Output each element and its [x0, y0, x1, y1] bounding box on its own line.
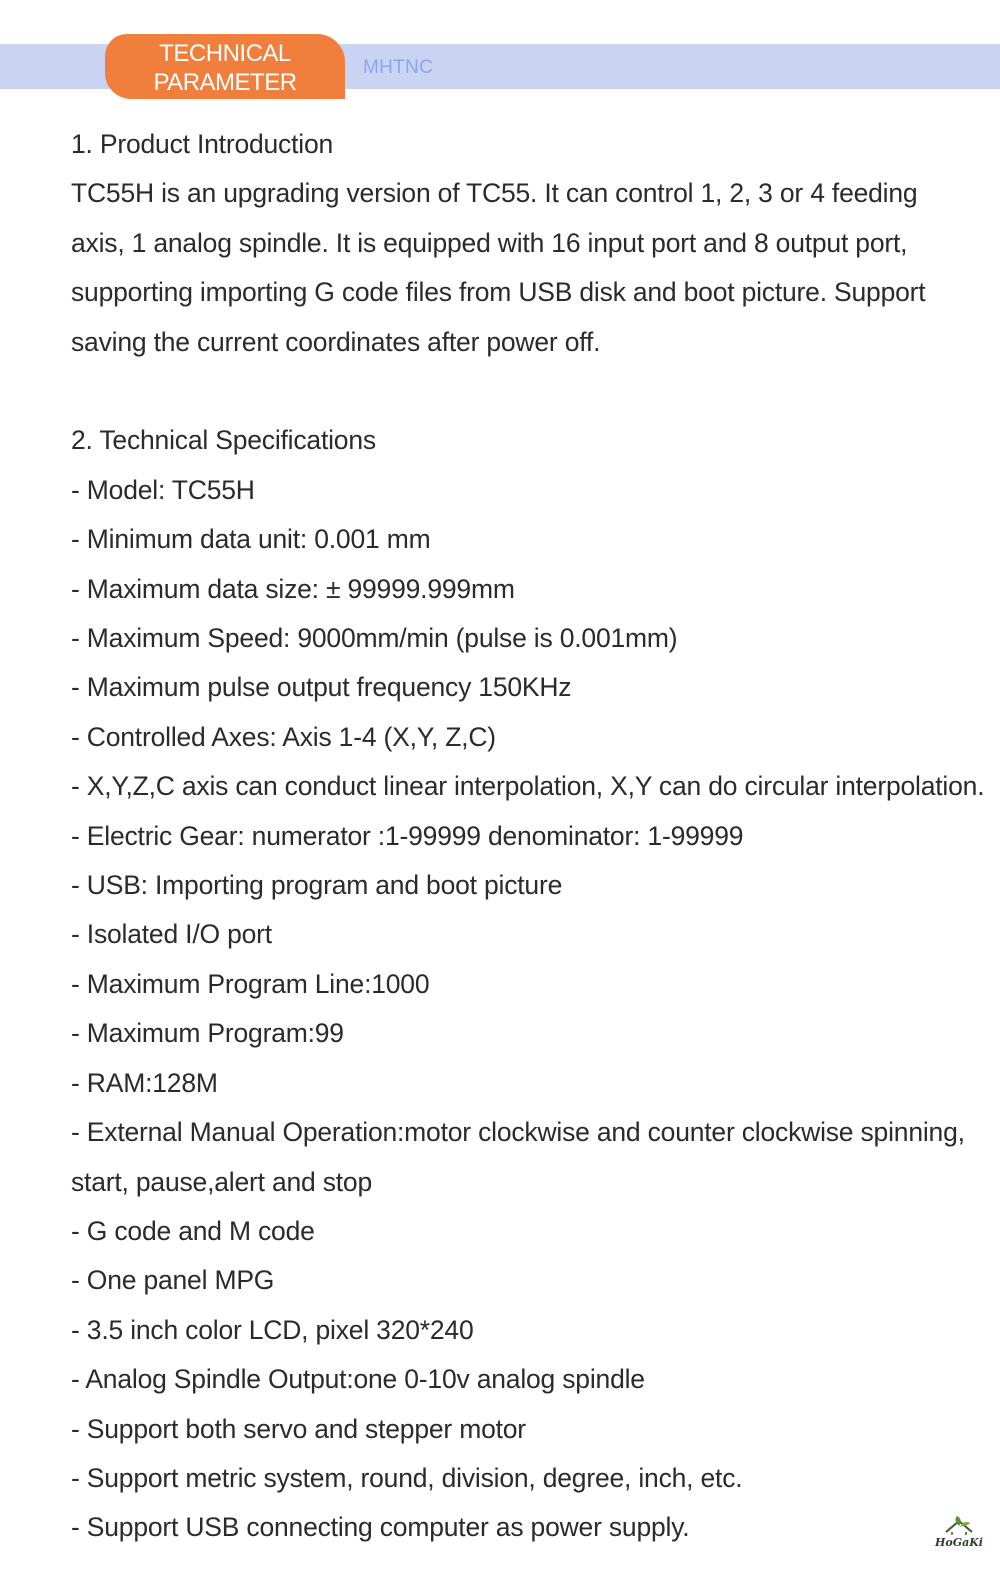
specs-list: [71, 466, 996, 1553]
spec-item: - RAM:128M: [71, 1067, 218, 1098]
spec-item: - USB: Importing program and boot picture: [71, 870, 563, 901]
spec-item: - External Manual Operation:motor clockwise and counter clockwise spinning,: [71, 1117, 965, 1148]
spec-item: - Maximum data size: ± 99999.999mm: [71, 573, 515, 604]
document-body: [71, 120, 996, 1553]
spec-item: - G code and M code: [71, 1215, 315, 1246]
spec-item: - Electric Gear: numerator :1-99999 denominator: 1-99999: [71, 820, 744, 851]
spec-item: - Controlled Axes: Axis 1-4 (X,Y, Z,C): [71, 721, 496, 752]
spec-item: - X,Y,Z,C axis can conduct linear interpolation, X,Y can do circular interpolation.: [71, 771, 985, 802]
intro-line: saving the current coordinates after power off.: [71, 326, 601, 357]
specs-heading: 2. Technical Specifications: [71, 425, 376, 456]
spec-item: - Support metric system, round, division, degree, inch, etc.: [71, 1462, 743, 1493]
brand-name: MHTNC: [363, 57, 434, 78]
spec-item: - Support USB connecting computer as power supply.: [71, 1512, 690, 1543]
intro-line: TC55H is an upgrading version of TC55. It can control 1, 2, 3 or 4 feeding: [71, 178, 918, 209]
section-tab-line2: PARAMETER: [153, 69, 297, 96]
spec-item: - One panel MPG: [71, 1265, 275, 1296]
intro-line: supporting importing G code files from USB disk and boot picture. Support: [71, 277, 926, 308]
spec-item: - Support both servo and stepper motor: [71, 1413, 526, 1444]
spec-item: - Maximum Program Line:1000: [71, 968, 430, 999]
section-tab-line1: TECHNICAL: [159, 40, 291, 67]
house-leaf-icon: [930, 1514, 988, 1536]
watermark-logo-text: HoGaKi: [935, 1536, 983, 1549]
spec-item: - Maximum Program:99: [71, 1018, 344, 1049]
spec-item: - Maximum pulse output frequency 150KHz: [71, 672, 572, 703]
intro-line: axis, 1 analog spindle. It is equipped with 16 input port and 8 output port,: [71, 227, 908, 258]
spec-item: - Isolated I/O port: [71, 919, 272, 950]
section-spacer: [71, 367, 996, 416]
spec-item: - Minimum data unit: 0.001 mm: [71, 524, 431, 555]
spec-item: - Analog Spindle Output:one 0-10v analog spindle: [71, 1364, 645, 1395]
intro-heading: 1. Product Introduction: [71, 129, 334, 159]
spec-item-continuation: start, pause,alert and stop: [71, 1166, 373, 1197]
intro-paragraph: [71, 169, 996, 367]
watermark-logo: [930, 1514, 988, 1558]
spec-item: - Model: TC55H: [71, 474, 255, 505]
spec-item: - 3.5 inch color LCD, pixel 320*240: [71, 1314, 474, 1345]
section-tab: [105, 34, 345, 99]
spec-item: - Maximum Speed: 9000mm/min (pulse is 0.001mm): [71, 623, 678, 654]
